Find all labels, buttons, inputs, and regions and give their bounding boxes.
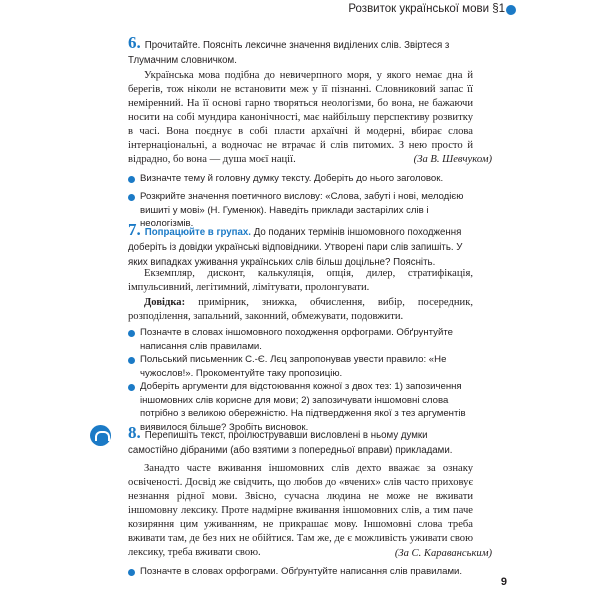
bullet-item: Розкрийте значення поетичного вислову: «Слова, забуті і нові, мелодією вишиті у мові» (Н. Гуменюк). Наведіть приклади застарілих слів і неологізмів. — [128, 190, 473, 231]
task-7-instruction — [128, 222, 473, 270]
page-number: 9 — [500, 576, 507, 588]
task-6-instruction — [128, 35, 473, 68]
headphones-icon — [90, 425, 111, 446]
ref-label: Довідка: — [144, 297, 186, 308]
bullet-item: Польський письменник С.-Є. Лєц запропонував увести правило: «Не чужослов!». Прокоментуйте таку пропозицію. — [128, 353, 473, 380]
task-8-text — [128, 462, 473, 560]
task-number: 8. — [128, 423, 141, 442]
task-number: 7. — [128, 220, 141, 239]
task-number: 6. — [128, 33, 141, 52]
reference — [128, 296, 473, 324]
running-header: Розвиток української мови §1 — [348, 3, 505, 15]
header-dot-icon — [506, 5, 516, 15]
bullet-item: Позначте в словах орфограми. Обґрунтуйте написання слів правилами. — [128, 565, 473, 579]
paragraph: Українська мова подібна до невичерпного моря, у якого немає дна й берегів, тож ніколи не встановити меж у її пізнанні. Словниковий запас її неміренний. На її основі гарно творяться неологізми, бо вона, не бажаючи носити на собі мундира канонічності, має найбільшу перспективу розвитку в часі. Вона поєднує в собі пласти архаїчні й модерні, вбирає слова інтернаціональні, а водночас не втрачає й слів питомих. З нею просто й відрадно, бо вона — душа моєї нації. — [128, 70, 473, 165]
task-6-text — [128, 69, 473, 167]
paragraph: Екземпляр, дисконт, калькуляція, опція, дилер, стратифікація, імпульсивний, легітимний, лімітувати, пролонгувати. — [128, 268, 473, 293]
source-citation: (За В. Шевчуком) — [413, 154, 492, 165]
bullet-item: Доберіть аргументи для відстоювання кожної з двох тез: 1) запозичення іншомовних слів корисне для мови; 2) запозичувати іншомовні слова потрібно з великою обережністю. На підтвердження якої з тез аргументів виявилося більше? Зробіть висновок. — [128, 380, 473, 434]
task-text: До поданих термінів іншомовного походження доберіть із довідки українські відповідники. Утворені пари слів запишіть. У яких випадках уживання українських слів більш доцільне? Поясніть. — [128, 227, 463, 268]
word-list — [128, 267, 473, 295]
source-citation: (За С. Караванським) — [394, 548, 492, 559]
task-text: Перепишіть текст, проілюструвавши висловлені в ньому думки самостійно дібраними (або взятими з попередньої вправи) прикладами. — [128, 430, 453, 456]
task-text: Прочитайте. Поясніть лексичне значення виділених слів. Звіртеся з Тлумачним словничком. — [128, 40, 450, 66]
paragraph: Занадто часте вживання іншомовних слів дехто вважає за ознаку освіченості. Досвід же свідчить, що любов до «вчених» слів часто приховує незнання рідної мови. Звісно, сучасна людина не може не вживати іншомовну лексику. Проте надмірне вживання іншомовних слів, а тим паче козиряння цим уживанням, не прикрашає мову. Іншомовні слова треба вживати там, де без них не обійтися. Там же, де є можливість уживати свою лексику, треба вживати свою. — [128, 463, 473, 558]
bullet-item: Позначте в словах іншомовного походження орфограми. Обґрунтуйте написання слів правилами. — [128, 326, 473, 353]
task-lead: Попрацюйте в групах. — [144, 227, 251, 238]
ref-text: примірник, знижка, обчислення, вибір, посередник, розподілення, запальний, законний, обмежувати, подовжити. — [128, 297, 473, 322]
task-8-instruction — [128, 425, 473, 458]
bullet-item: Визначте тему й головну думку тексту. Доберіть до нього заголовок. — [128, 172, 473, 186]
